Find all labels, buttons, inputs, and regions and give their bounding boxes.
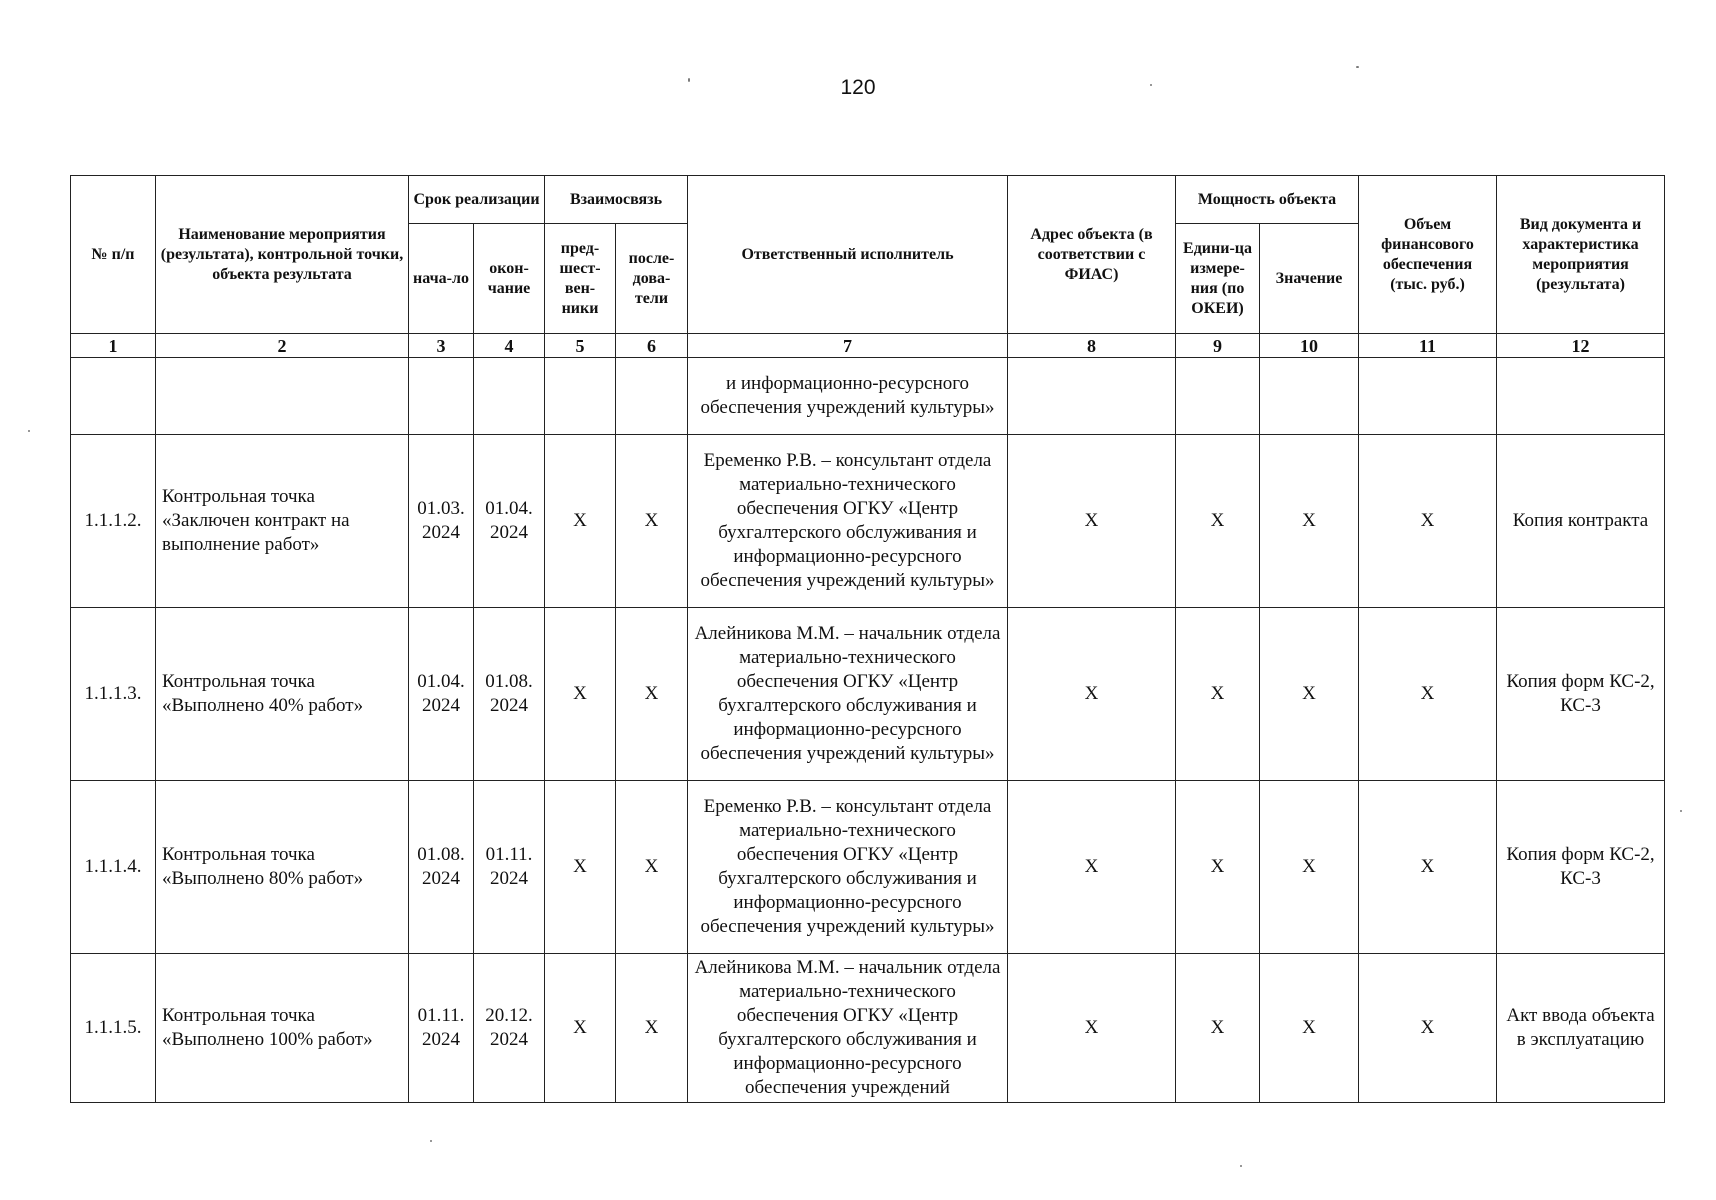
scan-speck [1356,66,1359,68]
column-number: 8 [1008,334,1176,358]
row-end: 01.11. 2024 [474,781,545,954]
row-start: 01.08. 2024 [409,781,474,954]
row-end: 20.12. 2024 [474,954,545,1103]
row-num: 1.1.1.5. [71,954,156,1103]
row-num: 1.1.1.3. [71,608,156,781]
row-address: X [1008,781,1176,954]
scan-speck [1680,810,1682,812]
row-pred: X [545,435,616,608]
scan-speck [430,1140,432,1142]
row-name: Контрольная точка «Выполнено 100% работ» [156,954,409,1103]
row-name: Контрольная точка «Заключен контракт на выполнение работ» [156,435,409,608]
header-name: Наименование мероприятия (результата), контрольной точки, объекта результата [156,176,409,334]
row-finance: X [1359,608,1497,781]
header-link: Взаимосвязь [545,176,688,224]
row-value: X [1260,954,1359,1103]
continuation-row [71,358,1665,435]
header-end: окон-чание [474,224,545,334]
column-number: 3 [409,334,474,358]
column-number: 9 [1176,334,1260,358]
row-address: X [1008,608,1176,781]
row-unit: X [1176,781,1260,954]
row-doc: Копия форм КС-2, КС-3 [1497,781,1665,954]
row-finance: X [1359,954,1497,1103]
plan-table [70,175,1665,1103]
row-num: 1.1.1.2. [71,435,156,608]
row-succ: X [616,954,688,1103]
row-end: 01.08. 2024 [474,608,545,781]
scan-speck [1240,1165,1242,1167]
table-row [71,781,1665,954]
row-unit: X [1176,435,1260,608]
row-finance: X [1359,781,1497,954]
row-doc: Копия контракта [1497,435,1665,608]
header-address: Адрес объекта (в соответствии с ФИАС) [1008,176,1176,334]
row-name: Контрольная точка «Выполнено 40% работ» [156,608,409,781]
column-number: 6 [616,334,688,358]
table-row [71,435,1665,608]
column-number: 7 [688,334,1008,358]
scan-speck [688,78,690,82]
row-responsible: Еременко Р.В. – консультант отдела материально-технического обеспечения ОГКУ «Центр бухгалтерского обслуживания и информационно-ресурсного обеспечения учреждений культуры» [688,781,1008,954]
row-responsible: Алейникова М.М. – начальник отдела материально-технического обеспечения ОГКУ «Центр бухгалтерского обслуживания и информационно-ресурсного обеспечения учреждений [688,954,1008,1103]
row-value: X [1260,608,1359,781]
row-unit: X [1176,608,1260,781]
header-num: № п/п [71,176,156,334]
row-value: X [1260,781,1359,954]
row-responsible: Еременко Р.В. – консультант отдела материально-технического обеспечения ОГКУ «Центр бухгалтерского обслуживания и информационно-ресурсного обеспечения учреждений культуры» [688,435,1008,608]
row-num: 1.1.1.4. [71,781,156,954]
column-number: 10 [1260,334,1359,358]
column-number: 12 [1497,334,1665,358]
row-address: X [1008,435,1176,608]
row-doc: Акт ввода объекта в эксплуатацию [1497,954,1665,1103]
header-responsible: Ответственный исполнитель [688,176,1008,334]
column-number: 5 [545,334,616,358]
header-doc: Вид документа и характеристика мероприятия (результата) [1497,176,1665,334]
column-number: 2 [156,334,409,358]
header-value: Значение [1260,224,1359,334]
header-capacity: Мощность объекта [1176,176,1359,224]
scan-speck [28,430,30,432]
table-row [71,954,1665,1103]
row-pred: X [545,608,616,781]
row-name: Контрольная точка «Выполнено 80% работ» [156,781,409,954]
scan-speck [1150,84,1152,86]
row-start: 01.03. 2024 [409,435,474,608]
row-responsible: Алейникова М.М. – начальник отдела материально-технического обеспечения ОГКУ «Центр бухгалтерского обслуживания и информационно-ресурсного обеспечения учреждений культуры» [688,608,1008,781]
row-succ: X [616,781,688,954]
row-pred: X [545,781,616,954]
table-row [71,608,1665,781]
column-number: 4 [474,334,545,358]
continuation-responsible: и информационно-ресурсного обеспечения учреждений культуры» [688,358,1008,435]
row-finance: X [1359,435,1497,608]
header-start: нача-ло [409,224,474,334]
header-succ: после-дова-тели [616,224,688,334]
row-succ: X [616,435,688,608]
header-finance: Объем финансового обеспечения (тыс. руб.) [1359,176,1497,334]
row-doc: Копия форм КС-2, КС-3 [1497,608,1665,781]
row-value: X [1260,435,1359,608]
row-start: 01.11. 2024 [409,954,474,1103]
row-end: 01.04. 2024 [474,435,545,608]
row-address: X [1008,954,1176,1103]
header-pred: пред-шест-вен-ники [545,224,616,334]
header-unit: Едини-ца измере-ния (по ОКЕИ) [1176,224,1260,334]
row-succ: X [616,608,688,781]
page-number: 120 [840,76,876,99]
row-pred: X [545,954,616,1103]
column-number: 1 [71,334,156,358]
header-period: Срок реализации [409,176,545,224]
column-number: 11 [1359,334,1497,358]
row-unit: X [1176,954,1260,1103]
row-start: 01.04. 2024 [409,608,474,781]
